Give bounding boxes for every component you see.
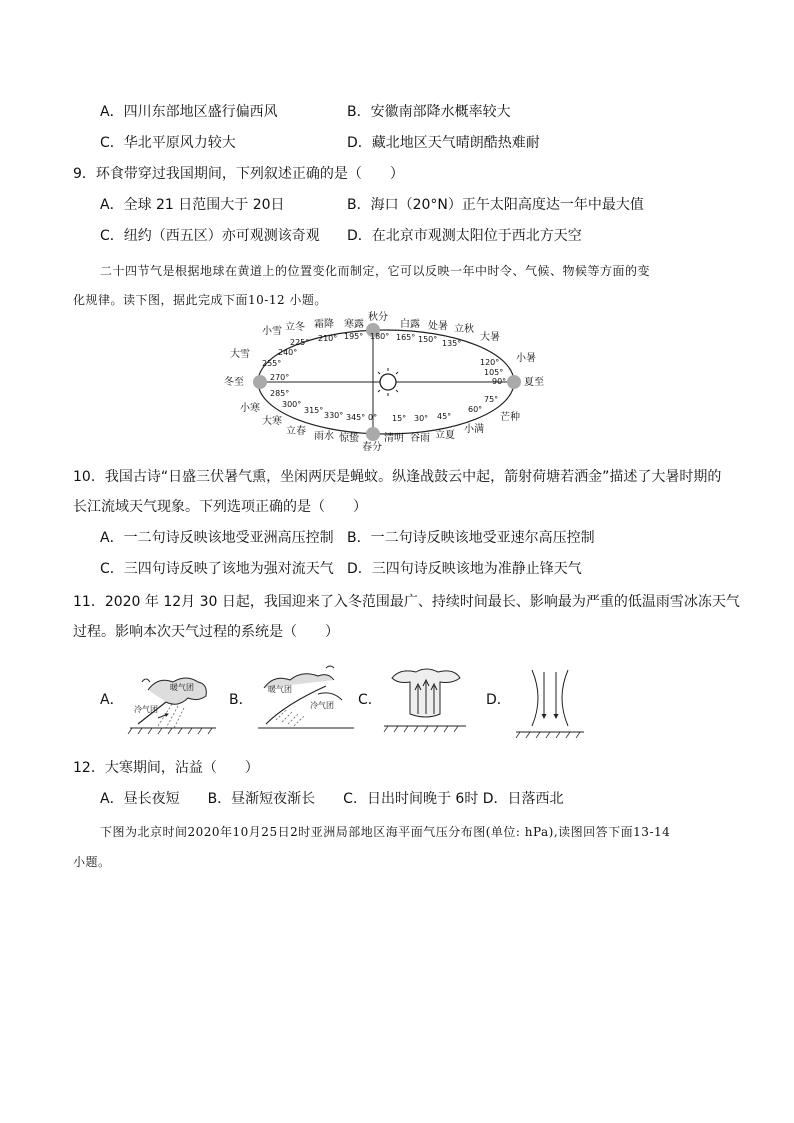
svg-text:冷气团: 冷气团 [134, 705, 158, 714]
svg-text:315°: 315° [304, 406, 324, 415]
term-daxue: 大雪 [230, 349, 250, 360]
term-mangzhong: 芒种 [500, 412, 520, 423]
svg-text:300°: 300° [282, 400, 302, 409]
svg-text:135°: 135° [442, 339, 462, 348]
term-dongzhi: 冬至 [224, 377, 244, 388]
intro-pressure-line1: 下图为北京时间2020年10月25日2时亚洲局部地区海平面气压分布图(单位: hPa),读图回答下面13-14 [100, 825, 671, 839]
term-guyu: 谷雨 [410, 433, 430, 444]
q10-option-b: B．一二句诗反映该地受亚速尔高压控制 [347, 530, 595, 546]
weather-system-diagram-a [128, 668, 218, 734]
q11-label-a: A． [100, 692, 124, 708]
intro-pressure-line2: 小题。 [73, 855, 111, 869]
q10-stem-line2: 长江流域天气现象。下列选项正确的是（ ） [73, 499, 367, 515]
term-dahan: 大寒 [262, 416, 282, 427]
summer-solstice-marker [507, 375, 521, 389]
svg-text:180°: 180° [370, 332, 390, 341]
q11-label-c: C． [358, 692, 382, 708]
svg-text:210°: 210° [318, 334, 338, 343]
svg-text:30°: 30° [414, 414, 429, 423]
weather-system-diagram-d [510, 664, 590, 740]
term-xiazhi: 夏至 [524, 377, 544, 388]
svg-text:15°: 15° [392, 414, 407, 423]
svg-text:冷气团: 冷气团 [310, 701, 334, 710]
term-liqiu: 立秋 [454, 324, 474, 335]
solar-terms-orbit-diagram [218, 312, 558, 453]
spring-equinox-marker [366, 427, 380, 441]
svg-text:195°: 195° [344, 332, 364, 341]
term-lidong: 立冬 [285, 322, 305, 333]
weather-system-diagram-c [380, 664, 470, 736]
q8-option-a: A．四川东部地区盛行偏西风 [100, 104, 278, 120]
q10-stem-line1: 10．我国古诗“日盛三伏暑气熏，坐闲两厌是蝇蚊。纵逢战鼓云中起，箭射荷塘若洒金”描述了大暑时期的 [73, 469, 722, 485]
term-hanlu: 寒露 [344, 319, 364, 330]
svg-text:60°: 60° [468, 405, 483, 414]
svg-text:暖气团: 暖气团 [170, 683, 194, 692]
svg-text:240°: 240° [278, 348, 298, 357]
term-qingming: 清明 [384, 433, 404, 444]
term-xiaohan: 小寒 [240, 403, 260, 414]
svg-text:120°: 120° [480, 358, 500, 367]
term-xiaoman: 小满 [464, 424, 484, 435]
svg-text:75°: 75° [484, 395, 499, 404]
q11-stem-line2: 过程。影响本次天气过程的系统是（ ） [73, 624, 339, 640]
q8-option-b: B．安徽南部降水概率较大 [347, 104, 511, 120]
term-bailu: 白露 [400, 319, 420, 330]
term-yushui: 雨水 [314, 431, 334, 442]
weather-system-diagram-b [256, 664, 356, 734]
term-jingzhe: 惊蛰 [339, 433, 359, 444]
term-lichun: 立春 [286, 426, 306, 437]
svg-text:345°: 345° [346, 413, 366, 422]
q8-option-d: D．藏北地区天气晴朗酷热难耐 [347, 135, 540, 151]
svg-text:255°: 255° [262, 359, 282, 368]
q9-option-a: A．全球 21 日范围大于 20日 [100, 197, 285, 213]
term-chunfen: 春分 [362, 442, 382, 453]
q8-option-c: C．华北平原风力较大 [100, 135, 236, 151]
q9-stem: 9．环食带穿过我国期间，下列叙述正确的是（ ） [73, 166, 404, 182]
term-xiaoshu: 小暑 [516, 353, 536, 364]
term-xiaoxue: 小雪 [262, 326, 282, 337]
svg-text:225°: 225° [290, 338, 310, 347]
q11-label-d: D． [486, 692, 511, 708]
q9-option-c: C．纽约（西五区）亦可观测该奇观 [100, 228, 320, 244]
intro-solar-terms-line1: 二十四节气是根据地球在黄道上的位置变化而制定，它可以反映一年中时令、气候、物候等方面的变 [100, 264, 651, 278]
term-chushu: 处暑 [428, 321, 448, 332]
q12-stem: 12．大寒期间，沾益（ ） [73, 760, 259, 776]
term-dashu: 大暑 [480, 332, 500, 343]
q9-option-d: D．在北京市观测太阳位于西北方天空 [347, 228, 582, 244]
winter-solstice-marker [253, 375, 267, 389]
term-lixia: 立夏 [435, 430, 455, 441]
term-qiufen: 秋分 [368, 312, 388, 323]
svg-text:165°: 165° [396, 333, 416, 342]
q11-stem-line1: 11．2020 年 12月 30 日起，我国迎来了入冬范围最广、持续时间最长、影响最为严重的低温雨雪冰冻天气 [73, 594, 740, 610]
q10-option-d: D．三四句诗反映该地为准静止锋天气 [347, 561, 582, 577]
svg-text:暖气团: 暖气团 [268, 685, 292, 694]
intro-solar-terms-line2: 化规律。读下图，据此完成下面10-12 小题。 [73, 293, 327, 307]
q9-option-b: B．海口（20°N）正午太阳高度达一年中最大值 [347, 197, 644, 213]
svg-text:90°: 90° [492, 377, 507, 386]
svg-text:45°: 45° [437, 412, 452, 421]
q10-option-c: C．三四句诗反映了该地为强对流天气 [100, 561, 334, 577]
svg-text:330°: 330° [324, 411, 344, 420]
q10-option-a: A．一二句诗反映该地受亚洲高压控制 [100, 530, 334, 546]
q11-label-b: B． [229, 692, 253, 708]
svg-text:285°: 285° [270, 389, 290, 398]
q12-options: A．昼长夜短 B．昼渐短夜渐长 C．日出时间晚于 6时 D．日落西北 [100, 791, 564, 807]
term-shuangjiang: 霜降 [314, 319, 334, 330]
svg-text:270°: 270° [270, 373, 290, 382]
svg-text:105°: 105° [484, 368, 504, 377]
svg-text:0°: 0° [368, 413, 378, 422]
svg-text:150°: 150° [418, 335, 438, 344]
